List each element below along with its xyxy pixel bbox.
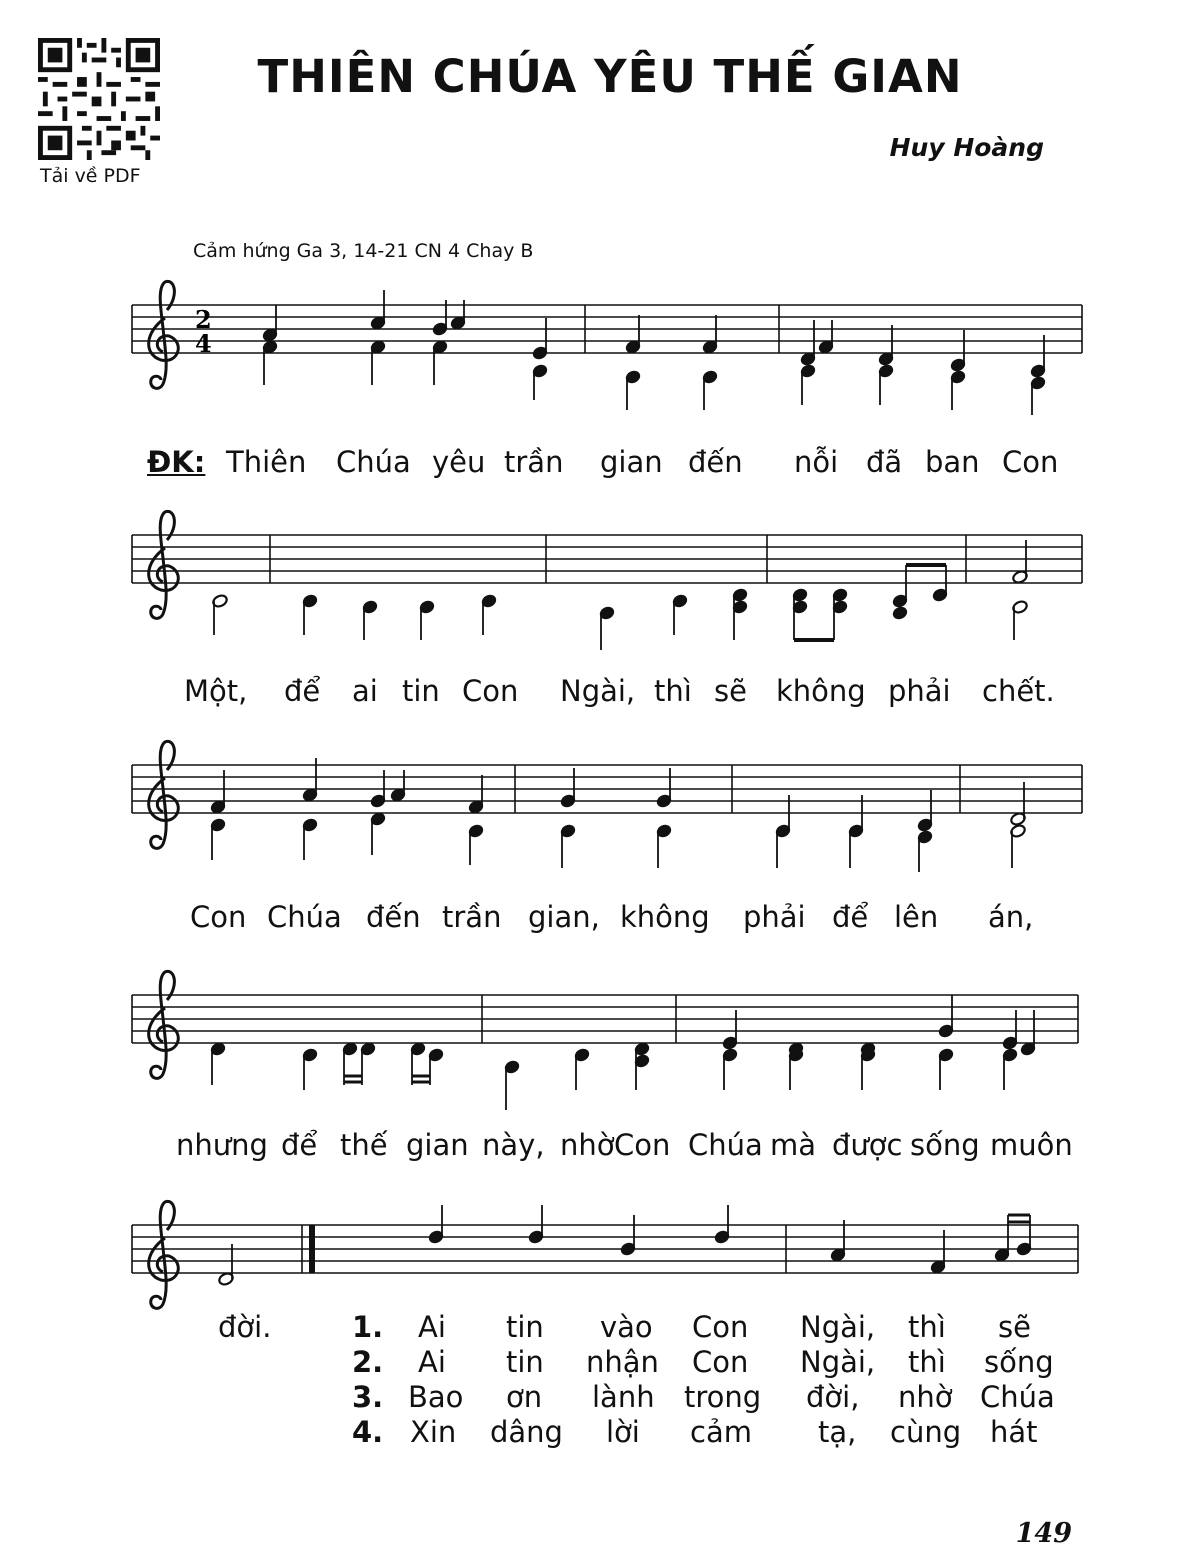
lyric-word: nỗi: [794, 445, 839, 479]
verse-number: 4.: [352, 1415, 384, 1449]
song-title: THIÊN CHÚA YÊU THẾ GIAN: [257, 50, 963, 103]
lyric-word: trong: [684, 1380, 762, 1414]
verse-number: 1.: [352, 1310, 384, 1344]
lyric-word: ơn: [506, 1380, 543, 1414]
lyric-word: thì: [654, 674, 692, 708]
staff-4: [132, 995, 1078, 1043]
lyric-word: gian: [406, 1128, 469, 1162]
lyric-word: trần: [442, 900, 502, 934]
lyric-word: đời.: [218, 1310, 272, 1344]
lyric-word: phải: [888, 674, 951, 708]
lyric-word: Con: [462, 674, 519, 708]
page-number: 149: [1015, 1518, 1072, 1549]
lyric-word: gian,: [528, 900, 600, 934]
time-signature-bottom: 4: [195, 329, 212, 358]
lyric-word: Con: [692, 1310, 749, 1344]
lyric-word: cảm: [690, 1415, 752, 1449]
lyric-word: đến: [366, 900, 421, 934]
lyric-word: để: [832, 900, 869, 934]
scripture-reference: Cảm hứng Ga 3, 14-21 CN 4 Chay B: [193, 240, 534, 262]
lyric-word: để: [284, 674, 321, 708]
staff-3-notes: [210, 758, 1026, 872]
lyric-word: Chúa: [336, 445, 411, 479]
treble-clef-icon: [149, 971, 179, 1078]
lyric-word: sẽ: [714, 674, 747, 708]
lyric-word: Con: [1002, 445, 1059, 479]
treble-clef-icon: [149, 511, 179, 618]
lyric-word: đến: [688, 445, 743, 479]
lyric-word: ai: [352, 674, 378, 708]
lyric-word: muôn: [990, 1128, 1073, 1162]
lyric-word: thì: [908, 1310, 946, 1344]
lyric-word: Con: [190, 900, 247, 934]
lyric-word: tạ,: [818, 1415, 857, 1449]
lyric-word: Ngài,: [560, 674, 636, 708]
lyric-word: chết.: [982, 674, 1055, 708]
lyric-word: tin: [506, 1310, 544, 1344]
lyric-word: này,: [482, 1128, 545, 1162]
download-pdf-label[interactable]: Tải về PDF: [40, 165, 141, 187]
verse-number: 3.: [352, 1380, 384, 1414]
lyric-word: lên: [894, 900, 939, 934]
lyric-word: sống: [984, 1345, 1054, 1379]
time-signature-top: 2: [195, 305, 212, 334]
lyric-word: lời: [606, 1415, 640, 1449]
lyric-word: Chúa: [980, 1380, 1055, 1414]
lyric-word: Chúa: [267, 900, 342, 934]
verse-number: 2.: [352, 1345, 384, 1379]
lyric-word: được: [832, 1128, 903, 1162]
lyric-word: Thiên: [226, 445, 307, 479]
lyric-word: yêu: [432, 445, 486, 479]
lyric-word: đời,: [806, 1380, 860, 1414]
lyric-word: nhờ: [560, 1128, 615, 1162]
lyric-word: Ngài,: [800, 1310, 876, 1344]
lyric-word: nhận: [586, 1345, 659, 1379]
lyric-word: nhờ: [898, 1380, 953, 1414]
lyric-word: Xin: [410, 1415, 457, 1449]
lyric-word: án,: [988, 900, 1034, 934]
treble-clef-icon: [149, 281, 179, 388]
lyric-word: phải: [743, 900, 806, 934]
lyric-word: Con: [614, 1128, 671, 1162]
lyric-word: gian: [600, 445, 663, 479]
lyric-word: Ngài,: [800, 1345, 876, 1379]
staff-4-notes: [210, 995, 1036, 1110]
lyric-word: đã: [866, 445, 903, 479]
lyric-word: hát: [990, 1415, 1038, 1449]
lyric-word: Một,: [184, 674, 248, 708]
treble-clef-icon: [149, 741, 179, 848]
lyric-word: dâng: [490, 1415, 563, 1449]
lyric-word: cùng: [890, 1415, 962, 1449]
lyric-word: Con: [692, 1345, 749, 1379]
lyric-word: Chúa: [688, 1128, 763, 1162]
lyric-word: để: [281, 1128, 318, 1162]
lyric-word: nhưng: [176, 1128, 268, 1162]
staff-2: [132, 535, 1082, 583]
treble-clef-icon: [149, 1201, 179, 1308]
lyric-word: trần: [504, 445, 564, 479]
staff-5-notes: [218, 1205, 1032, 1286]
lyric-word: lành: [592, 1380, 655, 1414]
lyric-word: thế: [340, 1128, 388, 1162]
lyric-word: vào: [600, 1310, 653, 1344]
lyric-word: Ai: [418, 1345, 446, 1379]
lyric-word: thì: [908, 1345, 946, 1379]
lyric-word: ban: [925, 445, 980, 479]
lyric-word: tin: [506, 1345, 544, 1379]
lyric-word: mà: [770, 1128, 817, 1162]
staff-2-notes: [212, 540, 1029, 650]
lyric-word: Ai: [418, 1310, 446, 1344]
composer-name: Huy Hoàng: [889, 133, 1044, 162]
lyric-word: tin: [402, 674, 440, 708]
refrain-label: ĐK:: [147, 445, 206, 479]
lyric-word: không: [776, 674, 866, 708]
lyric-word: sống: [910, 1128, 980, 1162]
lyric-word: sẽ: [998, 1310, 1031, 1344]
lyric-word: không: [620, 900, 710, 934]
lyric-word: Bao: [408, 1380, 464, 1414]
staff-3: [132, 765, 1082, 813]
